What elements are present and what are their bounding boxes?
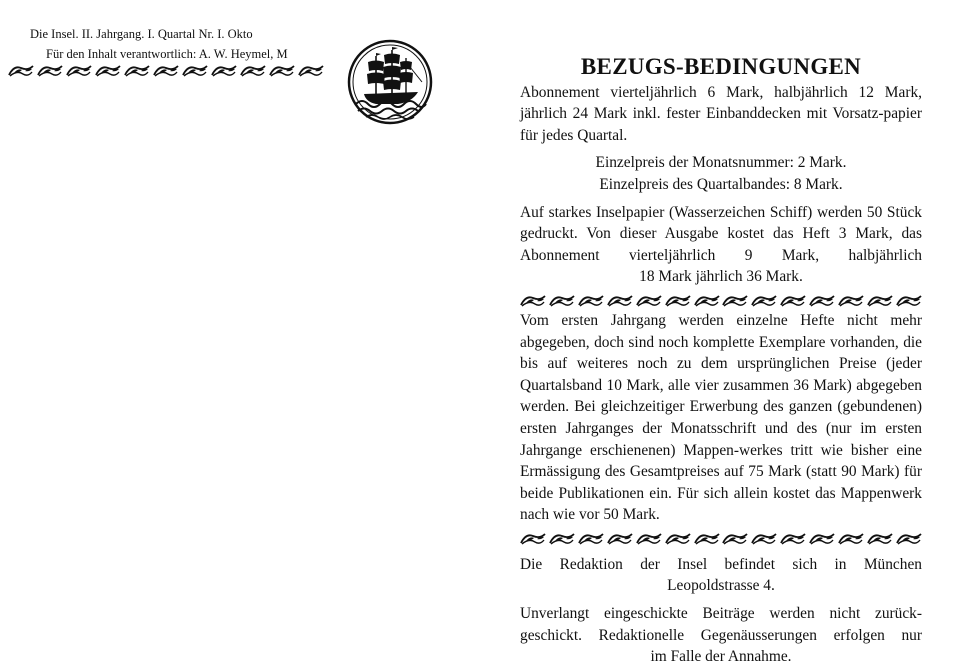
wave-ornament-icon — [867, 532, 893, 546]
page-title: BEZUGS-BEDINGUNGEN — [580, 54, 862, 79]
sailing-ship-icon — [346, 38, 434, 126]
wave-ornament-icon — [8, 64, 34, 78]
issue-info-line: Die Insel. II. Jahrgang. I. Quartal Nr. I. Okto — [30, 27, 253, 41]
first-year-paragraph: Vom ersten Jahrgang werden einzelne Hefte nicht mehr abgegeben, doch sind noch komplette Exemplare vorhanden, die bis auf weiteres noch zu dem ursprünglichen Preise (jeder Quartalsband 10 Mark, alle vier zusammen 36 Mark) abgegeben werden. Bei gleichzeitiger Erwerbung des ganzen (gebundenen) ersten Jahrganges der Monatsschrift und des (nur im ersten Jahrgange erschienenen) Mappen-werkes tritt wie bisher eine Ermässigung des Gesamtpreises auf 75 Mark (statt 90 Mark) für beide Publikationen ein. Für sich allein kostet das Mappenwerk nach wie vor 50 Mark. — [520, 311, 922, 524]
single-price-quarterly: Einzelpreis des Quartalbandes: 8 Mark. — [599, 175, 843, 193]
wave-ornament-icon — [636, 532, 662, 546]
wave-ornament-icon — [520, 532, 546, 546]
wave-ornament-icon — [665, 532, 691, 546]
subscription-paragraph: Abonnement vierteljährlich 6 Mark, halbjährlich 12 Mark, jährlich 24 Mark inkl. fester Einbanddecken mit Vorsatz-papier für jedes Quartal. — [520, 83, 922, 144]
wave-ornament-icon — [153, 64, 179, 78]
wave-ornament-icon — [124, 64, 150, 78]
wave-ornament-icon — [694, 294, 720, 308]
wave-ornament-icon — [780, 294, 806, 308]
wave-ornament-icon — [665, 294, 691, 308]
editor-line: Für den Inhalt verantwortlich: A. W. Heymel, M — [46, 47, 288, 61]
wave-ornament-icon — [607, 294, 633, 308]
wave-ornament-icon — [722, 532, 748, 546]
wave-ornament-icon — [809, 532, 835, 546]
left-ornament-border — [8, 64, 326, 78]
wave-ornament-icon — [549, 294, 575, 308]
wave-ornament-icon — [95, 64, 121, 78]
wave-ornament-icon — [780, 532, 806, 546]
wave-ornament-icon — [636, 294, 662, 308]
unsolicited-paragraph: Unverlangt eingeschickte Beiträge werden nicht zurück-geschickt. Redaktionelle Gegenäusserungen erfolgen nur — [520, 605, 922, 644]
left-page-header — [24, 24, 324, 64]
wave-ornament-icon — [182, 64, 208, 78]
wave-ornament-icon — [838, 294, 864, 308]
editorial-address-line2: Leopoldstrasse 4. — [667, 577, 775, 595]
single-price-monthly: Einzelpreis der Monatsnummer: 2 Mark. — [595, 154, 847, 172]
ornament-border-1 — [520, 294, 922, 308]
wave-ornament-icon — [37, 64, 63, 78]
wave-ornament-icon — [751, 532, 777, 546]
ornament-border-2 — [520, 532, 922, 546]
wave-ornament-icon — [578, 532, 604, 546]
wave-ornament-icon — [722, 294, 748, 308]
inselpapier-paragraph: Auf starkes Inselpapier (Wasserzeichen Schiff) werden 50 Stück gedruckt. Von dieser Ausgabe kostet das Heft 3 Mark, das Abonnement vierteljährlich 9 Mark, halbjährlich — [520, 203, 922, 264]
wave-ornament-icon — [520, 294, 546, 308]
wave-ornament-icon — [867, 294, 893, 308]
inselpapier-paragraph-end: 18 Mark jährlich 36 Mark. — [639, 268, 803, 286]
wave-ornament-icon — [66, 64, 92, 78]
wave-ornament-icon — [809, 294, 835, 308]
wave-ornament-icon — [578, 294, 604, 308]
wave-ornament-icon — [298, 64, 324, 78]
editorial-address-line1: Die Redaktion der Insel befindet sich in München — [520, 555, 922, 573]
wave-ornament-icon — [211, 64, 237, 78]
wave-ornament-icon — [607, 532, 633, 546]
wave-ornament-icon — [694, 532, 720, 546]
wave-ornament-icon — [896, 532, 922, 546]
wave-ornament-icon — [838, 532, 864, 546]
right-page — [520, 56, 922, 668]
unsolicited-paragraph-end: im Falle der Annahme. — [650, 648, 792, 666]
wave-ornament-icon — [549, 532, 575, 546]
wave-ornament-icon — [240, 64, 266, 78]
wave-ornament-icon — [269, 64, 295, 78]
wave-ornament-icon — [751, 294, 777, 308]
wave-ornament-icon — [896, 294, 922, 308]
